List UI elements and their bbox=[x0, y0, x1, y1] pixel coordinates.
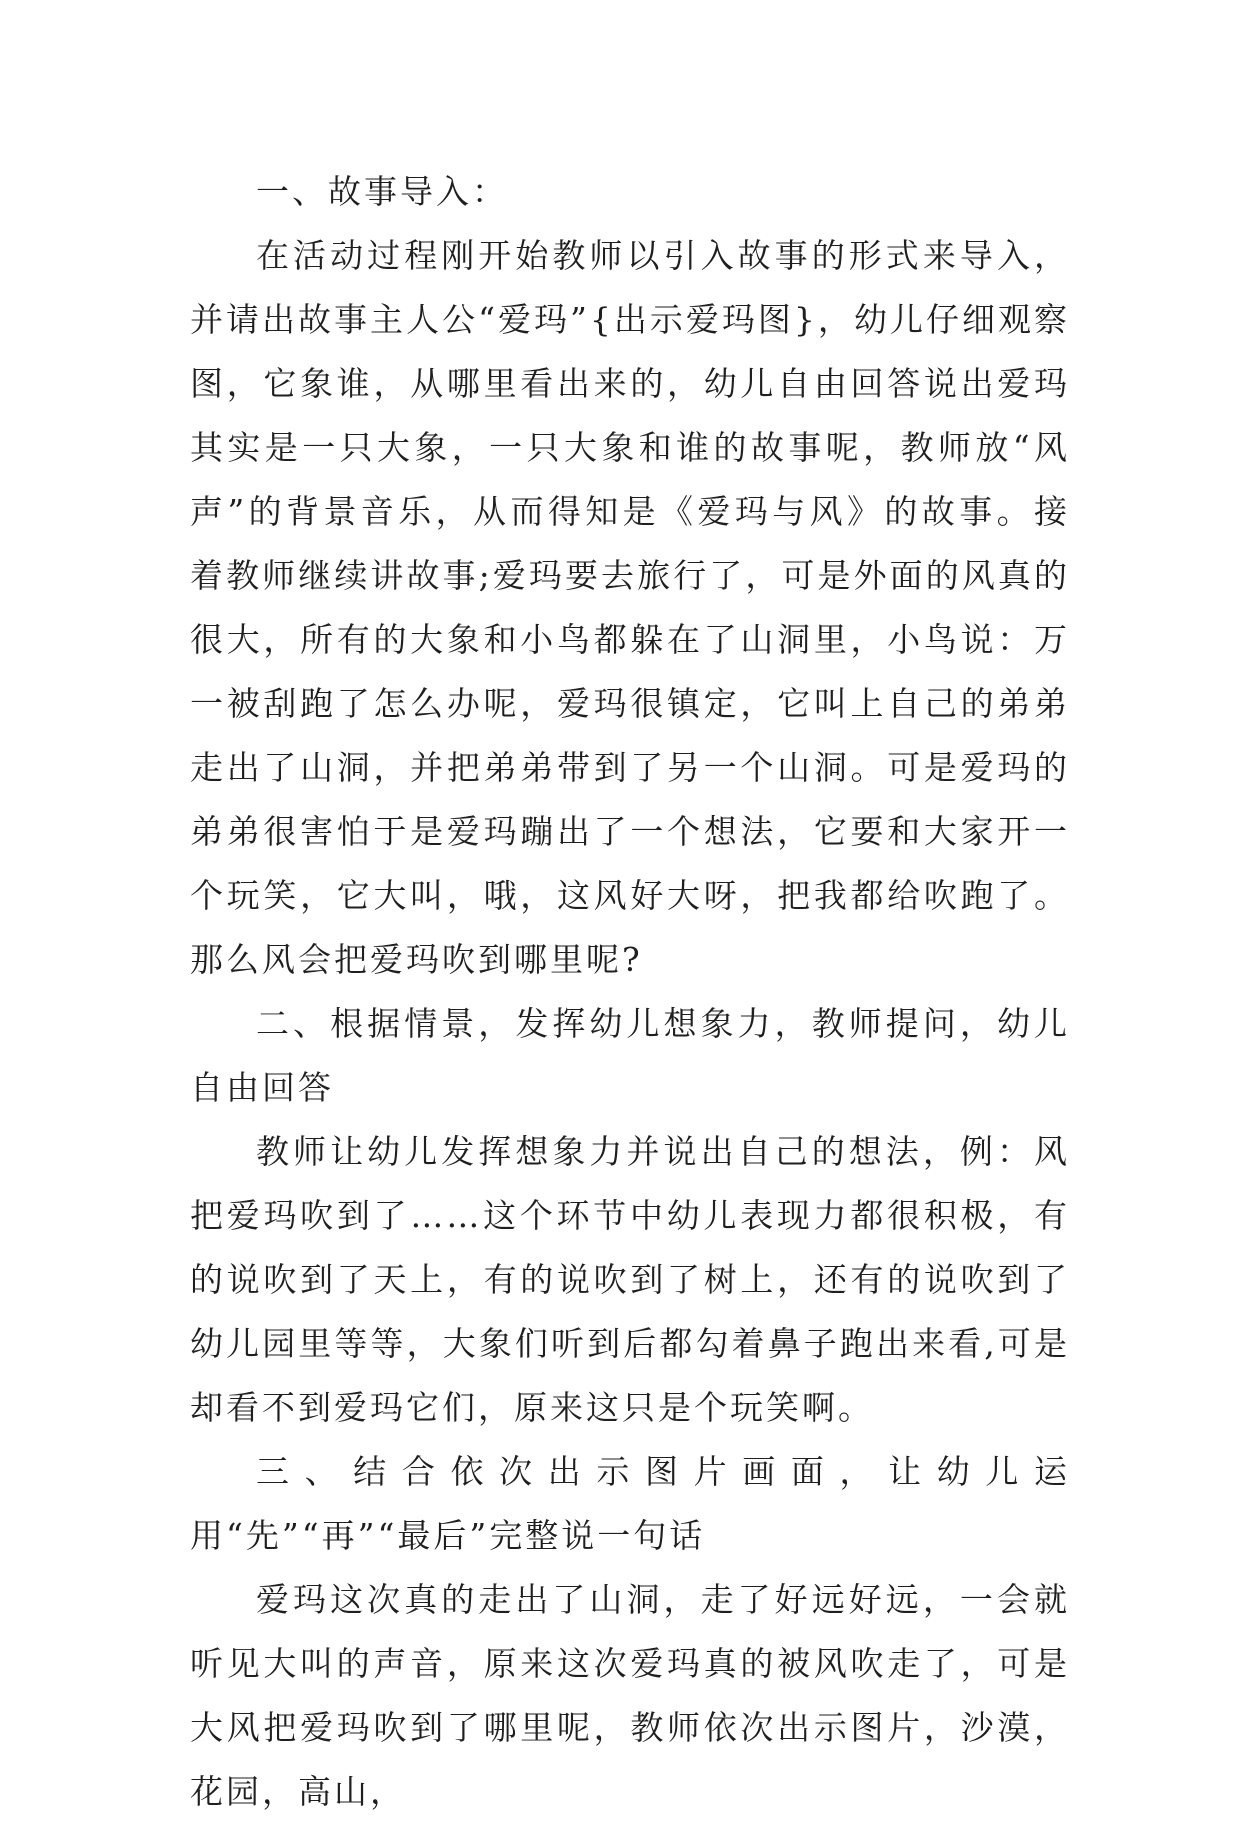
paragraph-story-intro: 在活动过程刚开始教师以引入故事的形式来导入，并请出故事主人公“爱玛”{出示爱玛图}，幼儿仔细观察图，它象谁，从哪里看出来的，幼儿自由回答说出爱玛其实是一只大象，一只大象和谁的故事呢，教师放“风声”的背景音乐，从而得知是《爱玛与风》的故事。接着教师继续讲故事;爱玛要去旅行了，可是外面的风真的很大，所有的大象和小鸟都躲在了山洞里，小鸟说：万一被刮跑了怎么办呢，爱玛很镇定，它叫上自己的弟弟走出了山洞，并把弟弟带到了另一个山洞。可是爱玛的弟弟很害怕于是爱玛蹦出了一个想法，它要和大家开一个玩笑，它大叫，哦，这风好大呀，把我都给吹跑了。那么风会把爱玛吹到哪里呢? bbox=[190, 236, 1070, 979]
section-heading-2: 二、根据情景，发挥幼儿想象力，教师提问，幼儿自由回答 bbox=[190, 1004, 1070, 1107]
section-heading-1: 一、故事导入： bbox=[256, 172, 508, 211]
section-heading-3: 三、结合依次出示图片画面，让幼儿运用“先”“再”“最后”完整说一句话 bbox=[190, 1452, 1070, 1555]
paragraph-pictures: 爱玛这次真的走出了山洞，走了好远好远，一会就听见大叫的声音，原来这次爱玛真的被风吹走了，可是大风把爱玛吹到了哪里呢，教师依次出示图片，沙漠，花园，高山， bbox=[190, 1580, 1070, 1811]
paragraph-imagination: 教师让幼儿发挥想象力并说出自己的想法，例：风把爱玛吹到了……这个环节中幼儿表现力都很积极，有的说吹到了天上，有的说吹到了树上，还有的说吹到了幼儿园里等等，大象们听到后都勾着鼻子跑出来看,可是却看不到爱玛它们，原来这只是个玩笑啊。 bbox=[190, 1132, 1070, 1427]
document-body bbox=[190, 160, 1070, 1824]
